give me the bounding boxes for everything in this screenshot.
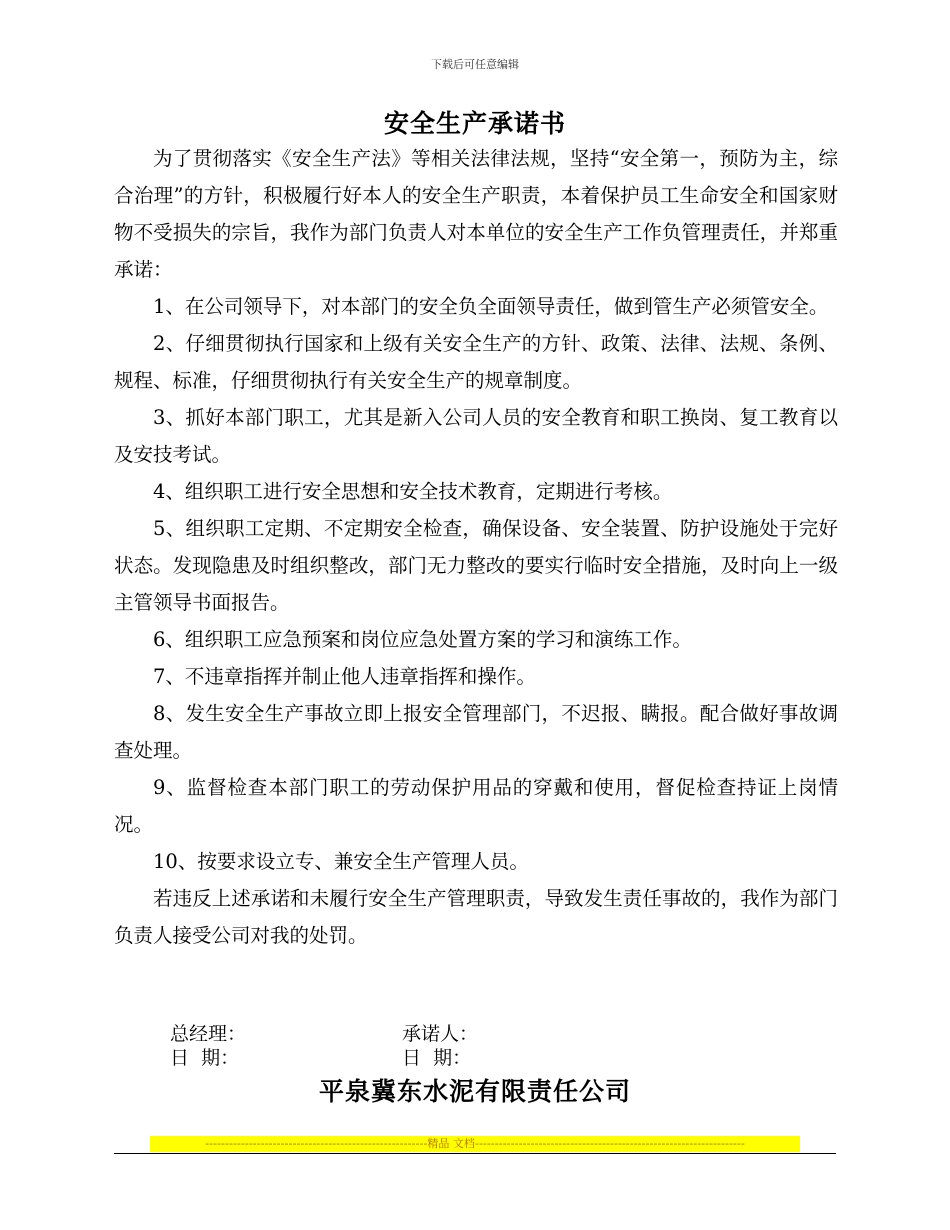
commitment-item-4: 4、组织职工进行安全思想和安全技术教育，定期进行考核。 [153,480,673,503]
signature-row [170,1022,479,1046]
date-row [170,1046,472,1070]
document-title: 安全生产承诺书 [383,109,566,138]
commitment-item-10: 10、按要求设立专、兼安全生产管理人员。 [153,850,529,873]
date-label-left: 日 期： [170,1047,240,1069]
manager-label: 总经理： [170,1023,247,1045]
date-label-right: 日 期： [402,1047,472,1069]
commitment-item-5: 5、组织职工定期、不定期安全检查，确保设备、安全装置、防护设施处于完好状态。发现隐患及时组织整改，部门无力整改的要实行临时安全措施，及时向上一级主管领导书面报告。 [114,517,838,614]
footer-divider [114,1153,836,1154]
commitment-item-8: 8、发生安全生产事故立即上报安全管理部门，不迟报、瞒报。配合做好事故调查处理。 [114,702,838,762]
company-name: 平泉冀东水泥有限责任公司 [318,1077,631,1106]
header-note: 下载后可任意编辑 [431,58,519,71]
commitment-item-7: 7、不违章指挥并制止他人违章指挥和操作。 [153,665,536,688]
commitment-item-2: 2、仔细贯彻执行国家和上级有关安全生产的方针、政策、法律、法规、条例、规程、标准，仔细贯彻执行有关安全生产的规章制度。 [114,332,838,392]
intro-paragraph: 为了贯彻落实《安全生产法》等相关法律法规，坚持“安全第一，预防为主，综合治理”的方针，积极履行好本人的安全生产职责，本着保护员工生命安全和国家财物不受损失的宗旨，我作为部门负责人对本单位的安全生产工作负管理责任，并郑重承诺： [114,147,838,281]
promisor-label: 承诺人： [402,1023,479,1045]
commitment-item-9: 9、监督检查本部门职工的劳动保护用品的穿戴和使用，督促检查持证上岗情况。 [114,776,838,836]
commitment-item-1: 1、在公司领导下，对本部门的安全负全面领导责任，做到管生产必须管安全。 [153,295,829,318]
document-body [114,140,838,954]
commitment-item-3: 3、抓好本部门职工，尤其是新入公司人员的安全教育和职工换岗、复工教育以及安技考试。 [114,406,838,466]
footer-watermark: --------------------------------------------------------精品 文档-------------------------------------------------------------------- [150,1136,800,1152]
commitment-item-6: 6、组织职工应急预案和岗位应急处置方案的学习和演练工作。 [153,628,692,651]
closing-paragraph: 若违反上述承诺和未履行安全生产管理职责，导致发生责任事故的，我作为部门负责人接受公司对我的处罚。 [114,887,838,947]
